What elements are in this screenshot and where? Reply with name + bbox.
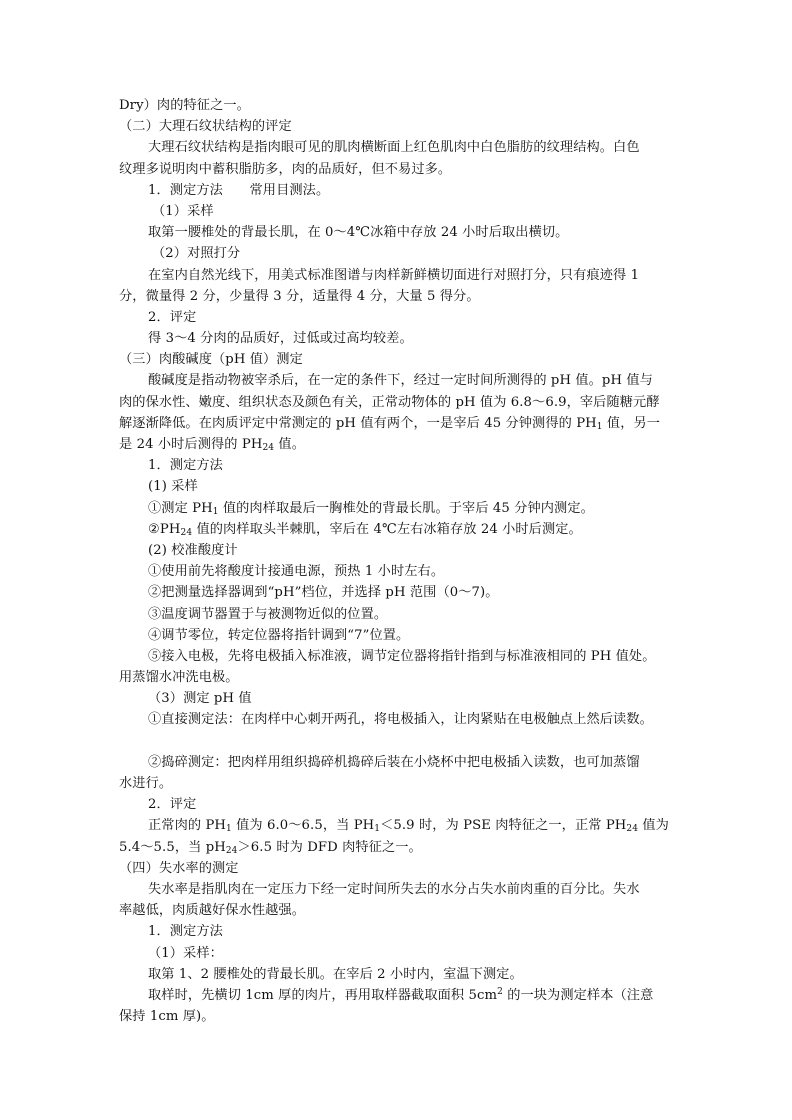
text-run: 值。 [274, 437, 305, 452]
paragraph-line [119, 434, 671, 455]
paragraph-line: 保持 1cm 厚)。 [119, 1009, 215, 1025]
document-body [119, 95, 671, 1027]
text-run: 解逐渐降低。在肉质评定中常测定的 pH 值有两个，一是宰后 45 分钟测得的 PH [119, 415, 597, 431]
text-run: 值，另一 [602, 415, 661, 431]
text-run: 值的肉样取头半棘肌，宰后在 4℃左右冰箱存放 24 小时后测定。 [192, 521, 582, 537]
subheading-scoring: （2）对照打分 [152, 246, 241, 262]
section-heading-ph: （三）肉酸碱度（pH 值）测定 [119, 352, 303, 368]
paragraph-line: 取第一腰椎处的背最长肌，在 0～4℃冰箱中存放 24 小时后取出横切。 [148, 225, 569, 241]
text-run: ②PH [148, 521, 181, 537]
list-item [119, 498, 671, 519]
subheading-sampling: （1）采样： [148, 945, 223, 961]
text-run: 值的肉样取最后一胸椎处的背最长肌。于宰后 45 分钟内测定。 [218, 500, 594, 516]
list-item [119, 519, 671, 540]
list-item: ②把测量选择器调到“pH”档位，并选择 pH 范围（0～7)。 [148, 585, 499, 601]
paragraph-line: 率越低，肉质越好保水性越强。 [119, 903, 306, 919]
list-item: ①使用前先将酸度计接通电源，预热 1 小时左右。 [148, 564, 445, 580]
paragraph-line [119, 815, 671, 836]
text-run: 正常肉的 PH [148, 818, 227, 834]
subheading-measure-ph: （3）测定 pH 值 [148, 691, 252, 707]
subscript: 24 [180, 527, 193, 538]
paragraph-line: 取第 1、2 腰椎处的背最长肌。在宰后 2 小时内，室温下测定。 [148, 966, 523, 982]
subscript: 24 [225, 845, 238, 856]
text-run: ＜5.9 时，为 PSE 肉特征之一，正常 PH [380, 818, 627, 834]
list-item: ⑤接入电极，先将电极插入标准液，调节定位器将指针指到与标准液相同的 PH 值处。 [148, 648, 656, 664]
paragraph-line [119, 985, 671, 1006]
subheading-sampling: (1) 采样 [148, 479, 198, 495]
paragraph-line: 得 3～4 分肉的品质好，过低或过高均较差。 [148, 331, 413, 347]
paragraph-line: 酸碱度是指动物被宰杀后，在一定的条件下，经过一定时间所测得的 pH 值。pH 值与 [148, 373, 653, 389]
paragraph-line: 大理石纹状结构是指肉眼可见的肌肉横断面上红色肌肉中白色脂肪的纹理结构。白色 [148, 140, 640, 156]
subscript: 1 [212, 506, 219, 517]
paragraph-line: 分，微量得 2 分，少量得 3 分，适量得 4 分，大量 5 得分。 [119, 288, 480, 304]
subheading-sampling: （1）采样 [152, 203, 214, 219]
subscript: 1 [374, 824, 381, 835]
paragraph-line [119, 837, 671, 858]
list-item: ③温度调节器置于与被测物近似的位置。 [148, 606, 388, 622]
paragraph-line: 纹理多说明肉中蓄积脂肪多，肉的品质好，但不易过多。 [119, 161, 452, 177]
section-heading-water-loss: （四）失水率的测定 [119, 860, 239, 876]
paragraph-line: 在室内自然光线下，用美式标准图谱与肉样新鲜横切面进行对照打分，只有痕迹得 1 [148, 267, 640, 283]
subscript: 24 [626, 824, 639, 835]
text-run: 值为 [638, 818, 669, 834]
subscript: 24 [262, 443, 275, 453]
paragraph-line: 肉的保水性、嫩度、组织状态及颜色有关，正常动物体的 pH 值为 6.8～6.9，宰后随糖元酵 [119, 394, 660, 410]
subscript: 1 [226, 824, 232, 835]
subheading-evaluation: 2．评定 [148, 309, 197, 325]
paragraph-line: 失水率是指肌肉在一定压力下经一定时间所失去的水分占失水前肉重的百分比。失水 [148, 881, 640, 897]
text-run: ①测定 PH [148, 500, 213, 516]
text-run: ＞6.5 时为 DFD 肉特征之一。 [237, 839, 422, 855]
list-item: ②捣碎测定：把肉样用组织捣碎机捣碎后装在小烧杯中把电极插入读数，也可加蒸馏 [148, 754, 640, 770]
text-run: 值为 6.0～6.5，当 PH [231, 818, 375, 834]
text-run: 是 24 小时后测得的 PH [119, 437, 263, 452]
section-heading-marbling: （二）大理石纹状结构的评定 [119, 119, 292, 135]
list-item: ①直接测定法：在肉样中心刺开两孔，将电极插入，让肉紧贴在电极触点上然后读数。 [148, 712, 653, 728]
paragraph-line: Dry）肉的特征之一。 [119, 98, 250, 113]
text-run: 取样时，先横切 1cm 厚的肉片，再用取样器截取面积 5cm [148, 987, 498, 1003]
subheading-method: 1．测定方法 [148, 924, 223, 940]
list-item: ④调节零位，转定位器将指针调到“7”位置。 [148, 627, 410, 643]
subheading-calibration: (2) 校准酸度计 [148, 542, 238, 558]
blank-line [119, 731, 671, 752]
paragraph-line [119, 413, 671, 434]
text-run: 5.4～5.5，当 pH [119, 839, 226, 855]
subheading-method: 1．测定方法 [148, 458, 223, 474]
subscript: 1 [596, 421, 603, 432]
subheading-evaluation: 2．评定 [148, 797, 197, 813]
text-run: 的一块为测定样本（注意 [502, 987, 654, 1003]
paragraph-line: 水进行。 [119, 776, 173, 791]
superscript: 2 [497, 986, 503, 997]
subheading-method: 1．测定方法 常用目测法。 [148, 182, 330, 198]
paragraph-line: 用蒸馏水冲洗电极。 [119, 670, 239, 686]
